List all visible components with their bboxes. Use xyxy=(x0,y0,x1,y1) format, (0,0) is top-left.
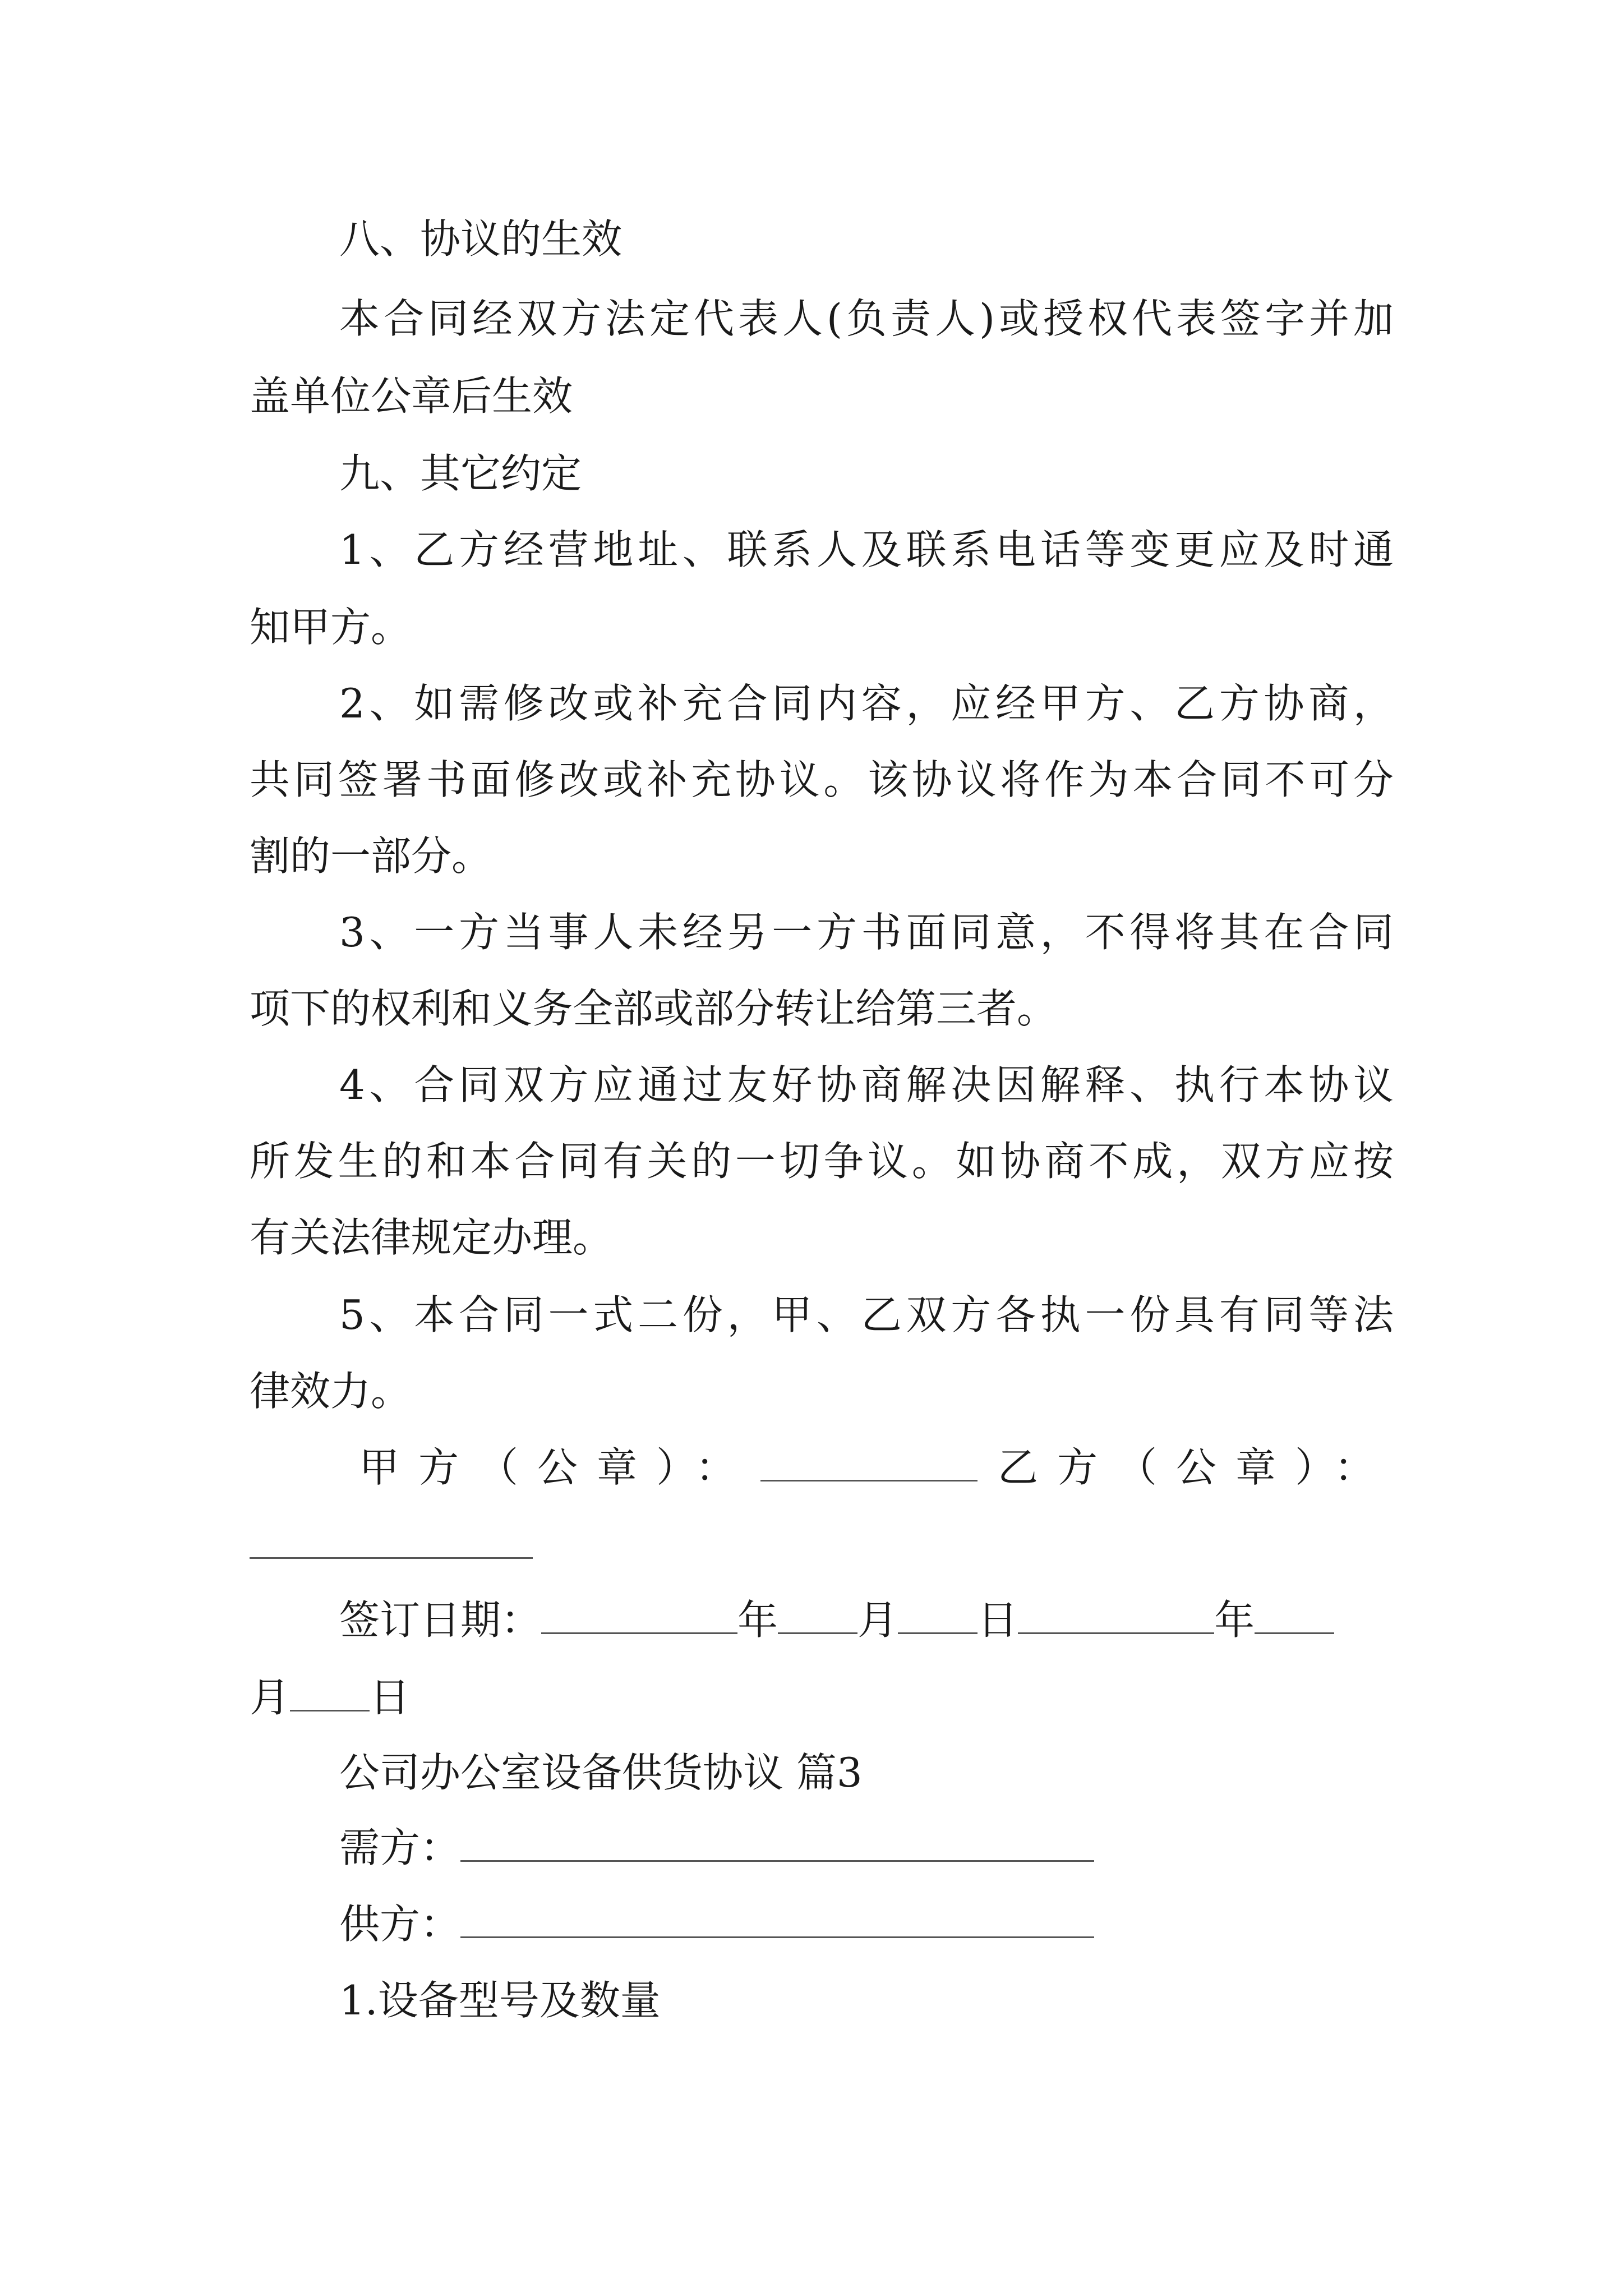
party-a-seal-label: 甲方（公章）： xyxy=(359,1444,755,1491)
paragraph-line: 5、本合同一式二份，甲、乙双方各执一份具有同等法 xyxy=(339,1291,1394,1338)
paragraph-line: 2、如需修改或补充合同内容，应经甲方、乙方协商， xyxy=(339,680,1394,727)
next-agreement-title: 公司办公室设备供货协议 篇3 xyxy=(339,1749,863,1796)
month-unit-a: 月 xyxy=(857,1596,898,1644)
supplier-blank xyxy=(460,1902,1094,1938)
supplier-label: 供方： xyxy=(339,1901,461,1948)
month-unit-b: 月 xyxy=(250,1674,291,1721)
buyer-label: 需方： xyxy=(339,1824,461,1871)
party-b-seal-blank xyxy=(250,1522,533,1559)
paragraph-line: 有关法律规定办理。 xyxy=(250,1214,614,1261)
paragraph-line: 割的一部分。 xyxy=(250,832,492,880)
paragraph-line: 项下的权利和义务全部或部分转让给第三者。 xyxy=(250,985,1058,1032)
year-blank-a xyxy=(541,1598,737,1634)
sign-date-label: 签订日期： xyxy=(339,1596,542,1644)
month-blank-a xyxy=(778,1598,857,1634)
sign-date-row-cont xyxy=(250,1671,410,1724)
party-a-seal-blank xyxy=(760,1445,978,1481)
paragraph-line: 知甲方。 xyxy=(250,604,412,651)
paragraph-line: 律效力。 xyxy=(250,1368,412,1415)
month-blank-b-start xyxy=(1255,1598,1334,1634)
paragraph-line: 4、合同双方应通过友好协商解决因解释、执行本协议 xyxy=(339,1061,1394,1108)
buyer-blank xyxy=(460,1825,1094,1862)
paragraph-line: 本合同经双方法定代表人(负责人)或授权代表签字并加 xyxy=(339,295,1394,342)
party-b-seal-label: 乙方（公章）： xyxy=(997,1444,1394,1491)
paragraph-line: 所发生的和本合同有关的一切争议。如协商不成，双方应按 xyxy=(250,1138,1394,1185)
supplier-row xyxy=(339,1897,1094,1951)
paragraph-line: 盖单位公章后生效 xyxy=(250,372,573,420)
signature-row xyxy=(359,1441,1394,1494)
section-heading-effectiveness: 八、协议的生效 xyxy=(339,215,623,263)
equipment-model-heading: 1.设备型号及数量 xyxy=(339,1977,661,2024)
year-blank-b xyxy=(1018,1598,1214,1634)
day-blank-b xyxy=(290,1675,370,1711)
section-heading-other-terms: 九、其它约定 xyxy=(339,450,582,497)
day-unit-a: 日 xyxy=(978,1596,1018,1644)
year-unit-b: 年 xyxy=(1214,1596,1255,1644)
paragraph-line: 共同签署书面修改或补充协议。该协议将作为本合同不可分 xyxy=(250,756,1394,803)
day-blank-a xyxy=(898,1598,978,1634)
buyer-row xyxy=(339,1821,1094,1875)
year-unit-a: 年 xyxy=(737,1596,778,1644)
paragraph-line: 1、乙方经营地址、联系人及联系电话等变更应及时通 xyxy=(339,526,1394,573)
party-b-seal-line xyxy=(250,1518,533,1572)
paragraph-line: 3、一方当事人未经另一方书面同意，不得将其在合同 xyxy=(339,909,1394,956)
day-unit-b: 日 xyxy=(370,1674,411,1721)
sign-date-row xyxy=(339,1593,1334,1647)
